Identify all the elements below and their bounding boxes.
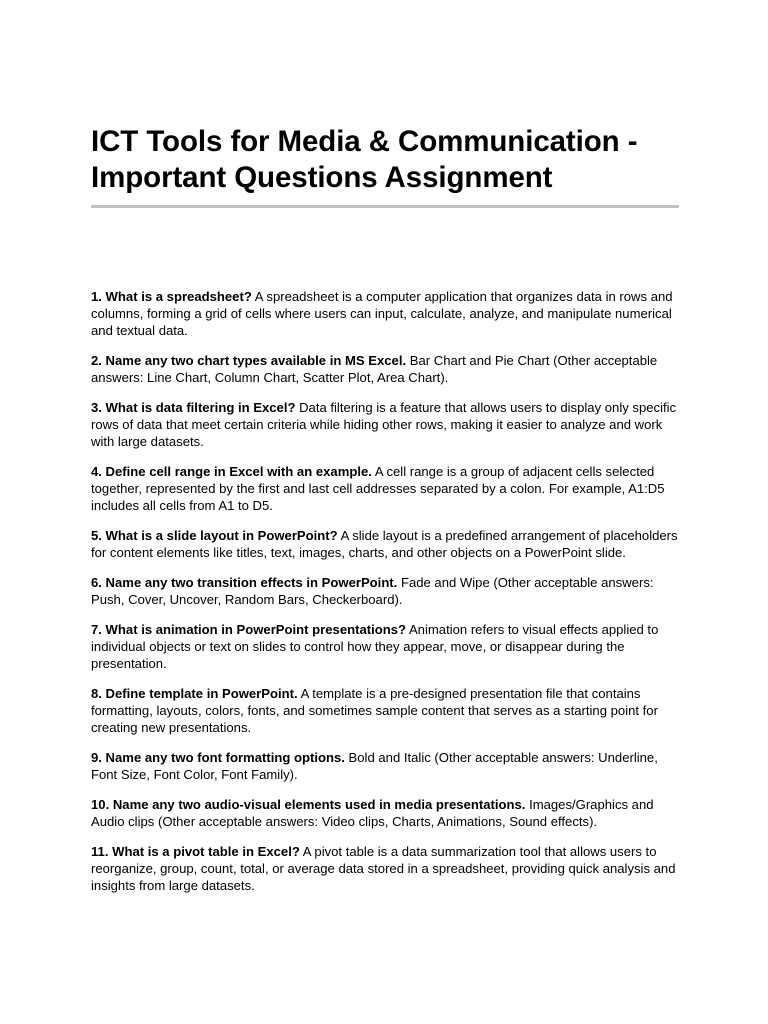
question-text: 9. Name any two font formatting options. [91, 750, 345, 765]
title-line-2: Important Questions Assignment [91, 161, 553, 194]
answer-text: A pivot table is a data summarization tool that allows users to reorganize, group, count, total, or average data stored in a spreadsheet, providing quick analysis and insights from large datasets. [91, 844, 676, 893]
question-text: 11. What is a pivot table in Excel? [91, 844, 300, 859]
question-item-2 [91, 352, 679, 386]
title-divider [91, 205, 679, 208]
page-title [91, 0, 679, 196]
question-text: 1. What is a spreadsheet? [91, 289, 252, 304]
question-item-4 [91, 463, 679, 514]
question-item-8 [91, 685, 679, 736]
question-text: 2. Name any two chart types available in MS Excel. [91, 353, 407, 368]
question-item-6 [91, 574, 679, 608]
answer-text: Bar Chart and Pie Chart (Other acceptable answers: Line Chart, Column Chart, Scatter Plot, Area Chart). [91, 353, 658, 385]
question-list [91, 288, 679, 894]
answer-text: Animation refers to visual effects applied to individual objects or text on slides to control how they appear, move, or disappear during the presentation. [91, 622, 659, 671]
question-item-7 [91, 621, 679, 672]
answer-text: A cell range is a group of adjacent cells selected together, represented by the first and last cell addresses separated by a colon. For example, A1:D5 includes all cells from A1 to D5. [91, 464, 665, 513]
question-item-5 [91, 527, 679, 561]
question-text: 8. Define template in PowerPoint. [91, 686, 298, 701]
answer-text: Data filtering is a feature that allows users to display only specific rows of data that meet certain criteria while hiding other rows, making it easier to analyze and work with large datasets. [91, 400, 677, 449]
answer-text: Fade and Wipe (Other acceptable answers: Push, Cover, Uncover, Random Bars, Checkerboard). [91, 575, 654, 607]
document-page [91, 0, 679, 907]
answer-text: Bold and Italic (Other acceptable answers: Underline, Font Size, Font Color, Font Family). [91, 750, 658, 782]
answer-text: A template is a pre-designed presentation file that contains formatting, layouts, colors, fonts, and sometimes sample content that serves as a starting point for creating new presentations. [91, 686, 658, 735]
question-text: 4. Define cell range in Excel with an example. [91, 464, 372, 479]
question-text: 5. What is a slide layout in PowerPoint? [91, 528, 338, 543]
title-line-1: ICT Tools for Media & Communication - [91, 125, 638, 158]
question-item-3 [91, 399, 679, 450]
question-text: 6. Name any two transition effects in PowerPoint. [91, 575, 398, 590]
question-text: 7. What is animation in PowerPoint presentations? [91, 622, 407, 637]
question-item-9 [91, 749, 679, 783]
question-item-11 [91, 843, 679, 894]
question-item-1 [91, 288, 679, 339]
question-text: 3. What is data filtering in Excel? [91, 400, 296, 415]
answer-text: A slide layout is a predefined arrangement of placeholders for content elements like titles, text, images, charts, and other objects on a PowerPoint slide. [91, 528, 678, 560]
answer-text: A spreadsheet is a computer application that organizes data in rows and columns, forming a grid of cells where users can input, calculate, analyze, and manipulate numerical and textual data. [91, 289, 673, 338]
question-item-10 [91, 796, 679, 830]
question-text: 10. Name any two audio-visual elements used in media presentations. [91, 797, 526, 812]
answer-text: Images/Graphics and Audio clips (Other acceptable answers: Video clips, Charts, Animations, Sound effects). [91, 797, 654, 829]
